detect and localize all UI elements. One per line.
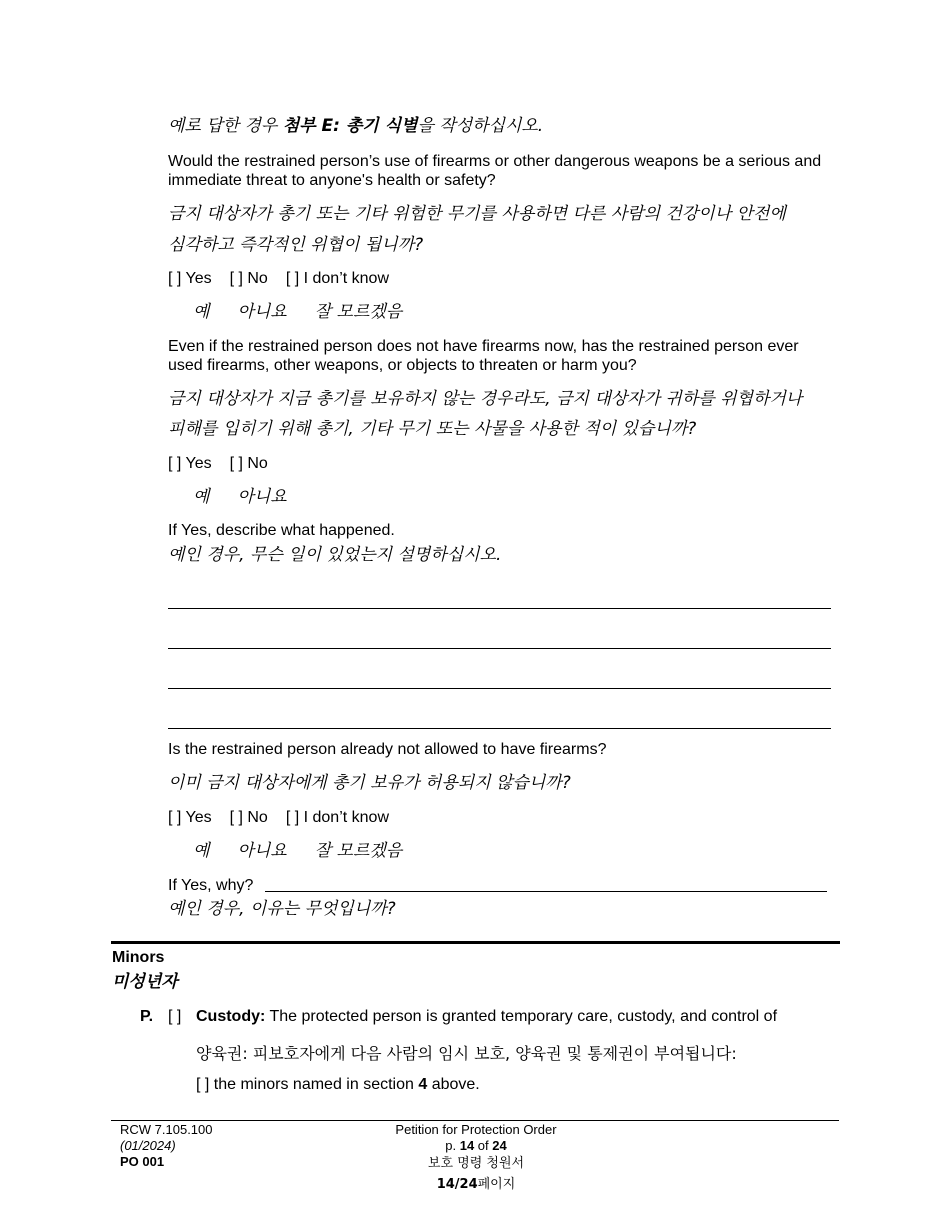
answer-line-4[interactable] bbox=[168, 728, 831, 729]
q3-why-line[interactable] bbox=[265, 891, 827, 892]
footer-form-number: PO 001 bbox=[120, 1154, 165, 1169]
q2-yes-checkbox[interactable]: [ ] Yes bbox=[168, 455, 212, 472]
answer-line-3[interactable] bbox=[168, 688, 831, 689]
q1-dont-know-checkbox[interactable]: [ ] I don’t know bbox=[285, 270, 389, 287]
q2-followup-korean: 예인 경우, 무슨 일이 있었는지 설명하십시오. bbox=[168, 545, 502, 565]
q2-options bbox=[168, 454, 286, 473]
footer-title: Petition for Protection Order bbox=[395, 1122, 557, 1137]
footer-rcw: RCW 7.105.100 bbox=[120, 1122, 213, 1137]
footer-rule bbox=[111, 1120, 839, 1121]
q2-followup-english: If Yes, describe what happened. bbox=[168, 522, 395, 539]
q1-options-korean: 예 아니요 잘 모르겠음 bbox=[193, 302, 403, 322]
q1-options bbox=[168, 269, 407, 288]
q3-english: Is the restrained person already not allowed to have firearms? bbox=[168, 741, 607, 758]
q2-no-checkbox[interactable]: [ ] No bbox=[229, 455, 268, 472]
answer-line-1[interactable] bbox=[168, 608, 831, 609]
q1-english: Would the restrained person’s use of firearms or other dangerous weapons be a serious and immediate threat to anyone's health or safety? bbox=[168, 153, 822, 189]
q3-options bbox=[168, 808, 407, 827]
attachment-e-instruction: 예로 답한 경우 첨부 E: 총기 식별을 작성하십시오. bbox=[168, 116, 544, 136]
q2-korean-line2: 피해를 입히기 위해 총기, 기타 무기 또는 사물을 사용한 적이 있습니까? bbox=[168, 419, 697, 439]
custody-korean: 양육권: 피보호자에게 다음 사람의 임시 보호, 양육권 및 통제권이 부여됩니다: bbox=[196, 1044, 737, 1063]
q3-why-label: If Yes, why? bbox=[168, 877, 254, 894]
minors-heading: Minors bbox=[112, 949, 165, 966]
minors-named-option: [ ] the minors named in section 4 above. bbox=[196, 1076, 480, 1093]
footer-page-korean: 14/24페이지 bbox=[436, 1177, 516, 1192]
q2-english: Even if the restrained person does not have firearms now, has the restrained person ever used firearms, other weapons, or objects to threaten or harm you? bbox=[168, 338, 799, 374]
q3-why-korean: 예인 경우, 이유는 무엇입니까? bbox=[168, 899, 396, 919]
custody-text: Custody: The protected person is granted temporary care, custody, and control of bbox=[196, 1008, 778, 1025]
footer-left bbox=[120, 1122, 213, 1170]
q1-korean-line1: 금지 대상자가 총기 또는 기타 위험한 무기를 사용하면 다른 사람의 건강이나 안전에 bbox=[168, 204, 786, 224]
q3-dont-know-checkbox[interactable]: [ ] I don’t know bbox=[285, 809, 389, 826]
q3-options-korean: 예 아니요 잘 모르겠음 bbox=[193, 841, 403, 861]
section-divider bbox=[111, 941, 840, 944]
footer-center bbox=[376, 1122, 576, 1193]
footer-page: p. 14 of 24 bbox=[445, 1138, 507, 1153]
minors-named-checkbox[interactable]: [ ] bbox=[196, 1076, 210, 1093]
answer-line-2[interactable] bbox=[168, 648, 831, 649]
footer-title-korean: 보호 명령 청원서 bbox=[427, 1156, 525, 1171]
q3-korean: 이미 금지 대상자에게 총기 보유가 허용되지 않습니까? bbox=[168, 773, 571, 793]
q2-options-korean: 예 아니요 bbox=[193, 487, 287, 507]
q3-yes-checkbox[interactable]: [ ] Yes bbox=[168, 809, 212, 826]
q2-korean-line1: 금지 대상자가 지금 총기를 보유하지 않는 경우라도, 금지 대상자가 귀하를 위협하거나 bbox=[168, 389, 803, 409]
custody-checkbox[interactable]: [ ] bbox=[168, 1008, 182, 1025]
q3-no-checkbox[interactable]: [ ] No bbox=[229, 809, 268, 826]
q1-korean-line2: 심각하고 즉각적인 위협이 됩니까? bbox=[168, 235, 424, 255]
q1-yes-checkbox[interactable]: [ ] Yes bbox=[168, 270, 212, 287]
section-p-label: P. bbox=[140, 1008, 154, 1025]
minors-heading-korean: 미성년자 bbox=[112, 972, 178, 992]
q1-no-checkbox[interactable]: [ ] No bbox=[229, 270, 268, 287]
footer-date: (01/2024) bbox=[120, 1138, 176, 1153]
